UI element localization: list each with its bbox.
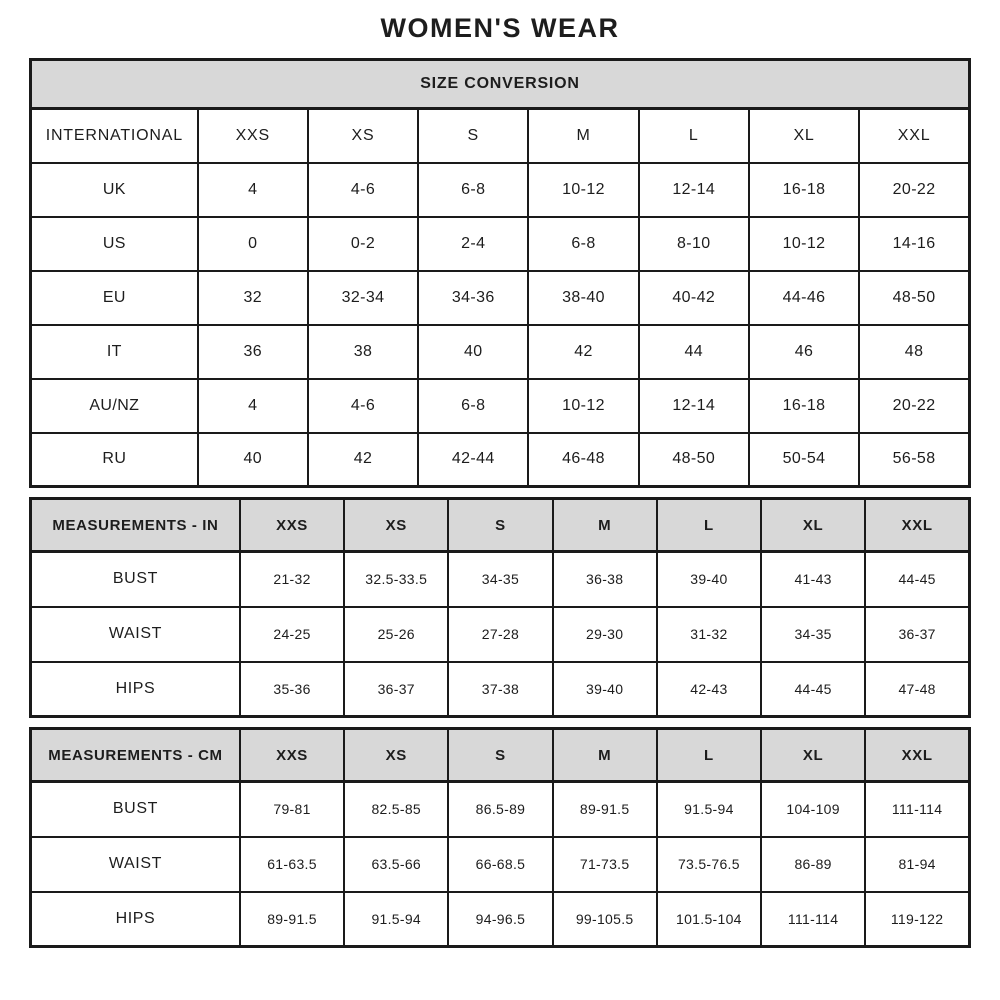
value-cell: 37-38 [448,662,552,717]
value-cell: 38-40 [528,271,638,325]
value-cell: 40-42 [639,271,749,325]
column-header: M [553,499,657,552]
value-cell: 42 [528,325,638,379]
value-cell: 63.5-66 [344,837,448,892]
value-cell: 47-48 [865,662,969,717]
table-row [31,837,970,892]
column-header: L [657,499,761,552]
value-cell: 38 [308,325,418,379]
value-cell: 6-8 [418,379,528,433]
value-cell: 16-18 [749,163,859,217]
row-label: UK [31,163,198,217]
value-cell: 81-94 [865,837,969,892]
table-header-row [31,109,970,163]
row-label: IT [31,325,198,379]
column-header: S [418,109,528,163]
column-header: S [448,729,552,782]
value-cell: 46-48 [528,433,638,487]
table-row [31,271,970,325]
value-cell: 10-12 [528,163,638,217]
size-conversion-table [29,58,971,488]
value-cell: 34-35 [448,552,552,607]
value-cell: 4 [198,163,308,217]
column-header: XXS [240,729,344,782]
table-row [31,782,970,837]
value-cell: 32 [198,271,308,325]
value-cell: 29-30 [553,607,657,662]
column-header: XXL [865,499,969,552]
value-cell: 82.5-85 [344,782,448,837]
value-cell: 32-34 [308,271,418,325]
table-row [31,433,970,487]
row-label: US [31,217,198,271]
value-cell: 31-32 [657,607,761,662]
table-row [31,662,970,717]
value-cell: 8-10 [639,217,749,271]
value-cell: 35-36 [240,662,344,717]
column-header: XXL [865,729,969,782]
value-cell: 48 [859,325,969,379]
value-cell: 39-40 [553,662,657,717]
table-row [31,607,970,662]
value-cell: 36 [198,325,308,379]
value-cell: 40 [418,325,528,379]
value-cell: 119-122 [865,892,969,947]
value-cell: 21-32 [240,552,344,607]
value-cell: 40 [198,433,308,487]
table-row [31,379,970,433]
row-label: BUST [31,552,240,607]
value-cell: 89-91.5 [553,782,657,837]
column-header: S [448,499,552,552]
value-cell: 44-46 [749,271,859,325]
value-cell: 6-8 [418,163,528,217]
header-label: MEASUREMENTS - IN [31,499,240,552]
column-header: XS [308,109,418,163]
column-header: L [657,729,761,782]
column-header: XXL [859,109,969,163]
value-cell: 86-89 [761,837,865,892]
table-header-row [31,499,970,552]
table-row [31,892,970,947]
value-cell: 89-91.5 [240,892,344,947]
row-label: HIPS [31,892,240,947]
column-header: XL [761,729,865,782]
value-cell: 66-68.5 [448,837,552,892]
value-cell: 14-16 [859,217,969,271]
header-label: MEASUREMENTS - CM [31,729,240,782]
value-cell: 48-50 [859,271,969,325]
value-cell: 50-54 [749,433,859,487]
value-cell: 73.5-76.5 [657,837,761,892]
value-cell: 12-14 [639,163,749,217]
value-cell: 36-37 [344,662,448,717]
value-cell: 12-14 [639,379,749,433]
value-cell: 27-28 [448,607,552,662]
column-header: XS [344,729,448,782]
column-header: XL [761,499,865,552]
value-cell: 32.5-33.5 [344,552,448,607]
value-cell: 61-63.5 [240,837,344,892]
value-cell: 44-45 [761,662,865,717]
column-header: XXS [198,109,308,163]
column-header: M [528,109,638,163]
header-label: INTERNATIONAL [31,109,198,163]
row-label: RU [31,433,198,487]
table-row [31,552,970,607]
value-cell: 39-40 [657,552,761,607]
value-cell: 42-43 [657,662,761,717]
value-cell: 24-25 [240,607,344,662]
row-label: EU [31,271,198,325]
value-cell: 42-44 [418,433,528,487]
value-cell: 111-114 [761,892,865,947]
column-header: XS [344,499,448,552]
value-cell: 48-50 [639,433,749,487]
value-cell: 91.5-94 [657,782,761,837]
value-cell: 79-81 [240,782,344,837]
measurements-in-table [29,497,971,718]
value-cell: 0 [198,217,308,271]
measurements-cm-table [29,727,971,948]
value-cell: 25-26 [344,607,448,662]
value-cell: 10-12 [749,217,859,271]
value-cell: 94-96.5 [448,892,552,947]
value-cell: 101.5-104 [657,892,761,947]
value-cell: 99-105.5 [553,892,657,947]
value-cell: 56-58 [859,433,969,487]
value-cell: 4-6 [308,163,418,217]
value-cell: 4-6 [308,379,418,433]
value-cell: 86.5-89 [448,782,552,837]
value-cell: 34-36 [418,271,528,325]
value-cell: 6-8 [528,217,638,271]
value-cell: 46 [749,325,859,379]
row-label: HIPS [31,662,240,717]
value-cell: 44 [639,325,749,379]
value-cell: 36-37 [865,607,969,662]
row-label: WAIST [31,607,240,662]
value-cell: 20-22 [859,379,969,433]
value-cell: 71-73.5 [553,837,657,892]
value-cell: 34-35 [761,607,865,662]
table-row [31,163,970,217]
value-cell: 4 [198,379,308,433]
value-cell: 2-4 [418,217,528,271]
row-label: AU/NZ [31,379,198,433]
table-banner: SIZE CONVERSION [31,60,970,109]
column-header: XXS [240,499,344,552]
column-header: XL [749,109,859,163]
row-label: WAIST [31,837,240,892]
page-title: WOMEN'S WEAR [380,13,620,43]
column-header: M [553,729,657,782]
value-cell: 42 [308,433,418,487]
value-cell: 20-22 [859,163,969,217]
value-cell: 104-109 [761,782,865,837]
value-cell: 44-45 [865,552,969,607]
table-row [31,325,970,379]
table-row [31,217,970,271]
value-cell: 91.5-94 [344,892,448,947]
column-header: L [639,109,749,163]
value-cell: 41-43 [761,552,865,607]
value-cell: 10-12 [528,379,638,433]
value-cell: 111-114 [865,782,969,837]
value-cell: 0-2 [308,217,418,271]
value-cell: 16-18 [749,379,859,433]
table-header-row [31,729,970,782]
row-label: BUST [31,782,240,837]
value-cell: 36-38 [553,552,657,607]
